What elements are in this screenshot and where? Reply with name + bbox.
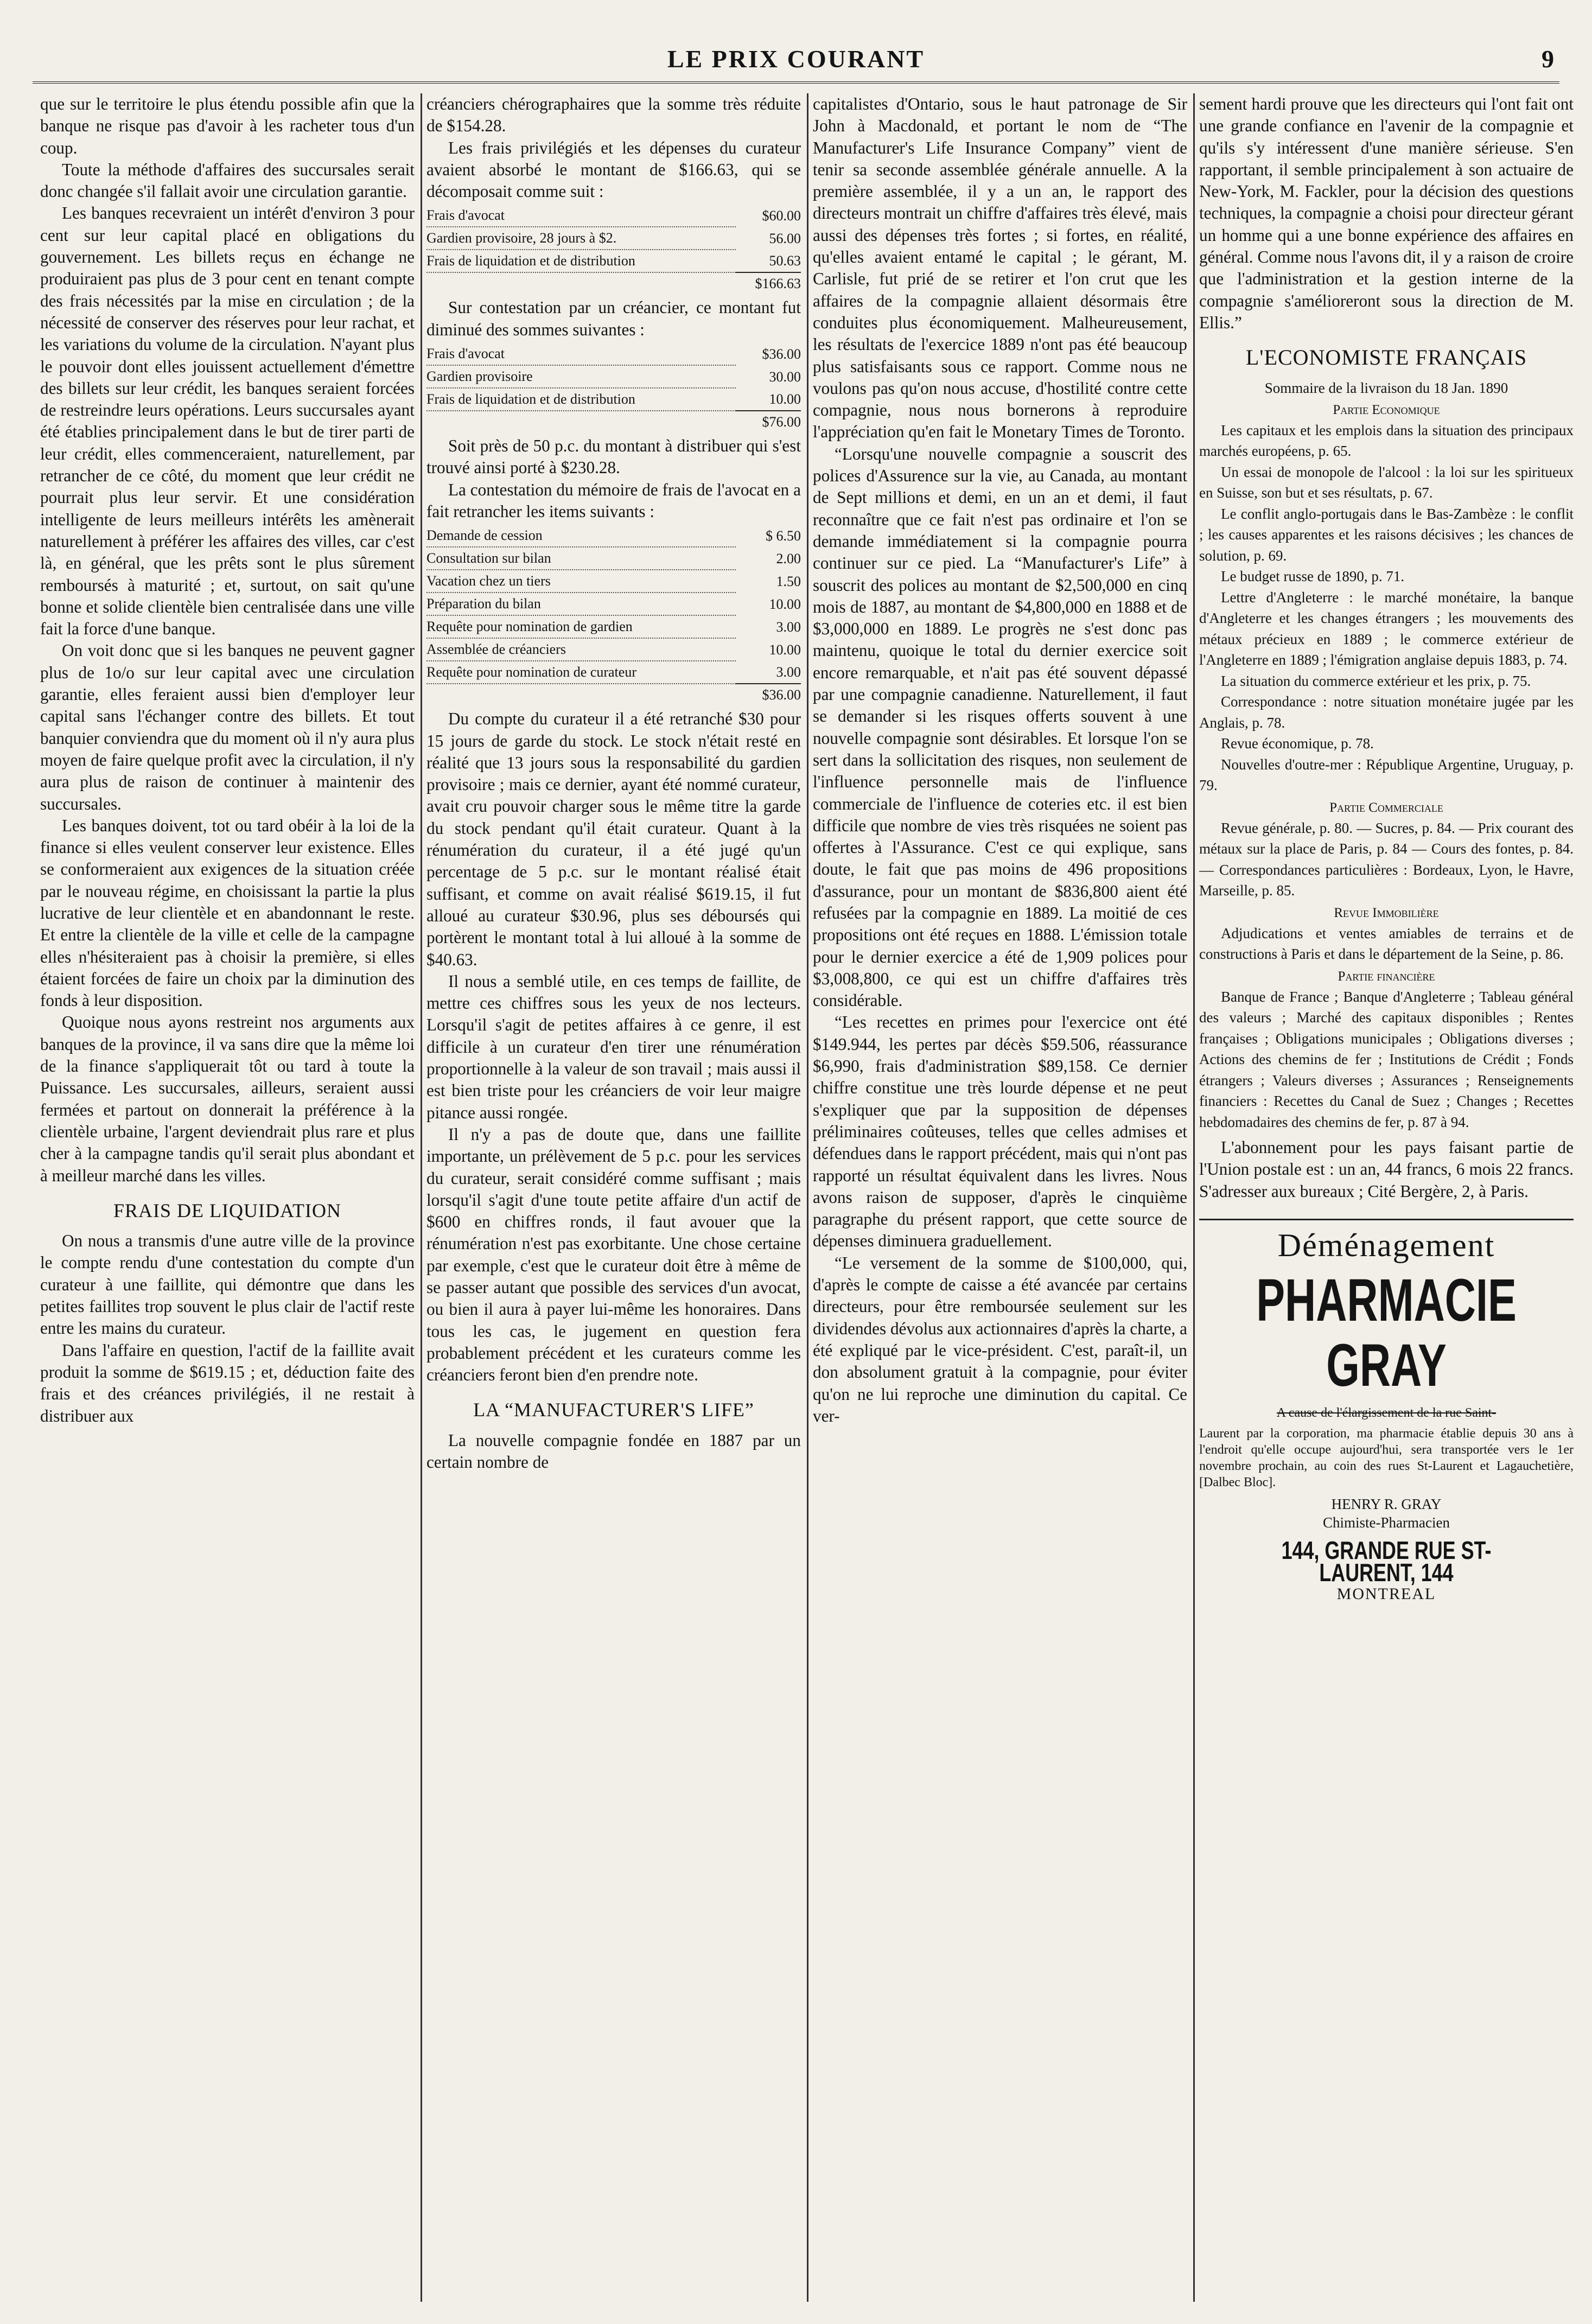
paragraph: Les banques doivent, tot ou tard obéir à la loi de la finance si elles veulent conserver leur existence. Elles se conformeraient aux exigences de la situation créée par le nouveau régime, en choisissant la partie la plus lucrative de leur clientèle et en abandonnant le reste. Et entre la clientèle de la ville et celle de la campagne elles n'hésiteraient pas à choisir la première, si elles étaient forcées de faire un choix par la diminution des fonds à leur disposition. bbox=[40, 816, 415, 1010]
section-heading: Partie Commerciale bbox=[1329, 800, 1443, 815]
paragraph: “Les recettes en primes pour l'exercice ont été $149.944, les pertes par décès $59.506, réassurance $6,990, frais d'administration $89,158. Ce dernier chiffre constitue une très lourde dépense et ne peut s'expliquer que par la supposition de dépenses préliminaires coûteuses, telles que celles admises et défendues dans le rapport précédent, mais qui n'ont pas rapporté un résultat équivalent dans les livres. Nous avons raison de supposer, d'après le cinquième paragraphe du présent rapport, que cette source de dépenses diminuera graduellement. bbox=[813, 1013, 1187, 1251]
ad-address: 144, GRANDE RUE ST-LAURENT, 144 bbox=[1281, 1536, 1492, 1587]
article-heading: LA “MANUFACTURER'S LIFE” bbox=[473, 1399, 754, 1421]
summary-item: Correspondance : notre situation monétaire jugée par les Anglais, p. 78. bbox=[1199, 693, 1574, 731]
reduction-row: Gardien provisoire 30.00 bbox=[426, 365, 801, 388]
summary-item: Le budget russe de 1890, p. 71. bbox=[1221, 568, 1405, 585]
column-4 bbox=[1199, 93, 1574, 2307]
summary-item: Nouvelles d'outre-mer : République Argentine, Uruguay, p. 79. bbox=[1199, 756, 1574, 794]
summary-item: Le conflit anglo-portugais dans le Bas-Zambèze : le conflit ; les causes apparentes et les raisons décisives ; les chances de solution, p. 69. bbox=[1199, 505, 1574, 564]
summary-item: Les capitaux et les emplois dans la situation des principaux marchés européens, p. 65. bbox=[1199, 422, 1574, 460]
item-row: Assemblée de créanciers 10.00 bbox=[426, 638, 801, 661]
paragraph: Toute la méthode d'affaires des succursales serait donc changée s'il fallait avoir une circulation garantie. bbox=[40, 160, 415, 201]
item-row: Préparation du bilan 10.00 bbox=[426, 593, 801, 615]
item-row: Demande de cession $ 6.50 bbox=[426, 525, 801, 547]
summary-list bbox=[1199, 420, 1574, 1133]
ad-signer-title: Chimiste-Pharmacien bbox=[1323, 1514, 1450, 1531]
paragraph: Les frais privilégiés et les dépenses du curateur avaient absorbé le montant de $166.63, qui se décomposait comme suit : bbox=[426, 138, 801, 201]
paragraph: Quoique nous ayons restreint nos arguments aux banques de la province, il va sans dire que la même loi de la finance s'appliquerait tôt ou tard à toute la Puissance. Les succursales, ailleurs, seraient aussi fermées et partout on donnerait la préférence à la clientèle urbaine, l'argent deviendrait plus rare et plus cher à la campagne tandis qu'il serait plus abondant et à meilleur marché dans les villes. bbox=[40, 1013, 415, 1185]
items-total-row: $36.00 bbox=[426, 684, 801, 706]
paragraph: Soit près de 50 p.c. du montant à distribuer qui s'est trouvé ainsi porté à $230.28. bbox=[426, 436, 801, 477]
paragraph: On voit donc que si les banques ne peuvent gagner plus de 1o/o sur leur capital avec une circulation garantie, elles feraient aussi bien d'employer leur capital sans l'échanger contre des billets. Et tout banquier conviendra que du moment où il n'y aura plus moyen de faire quelque profit avec la circulation, il n'y aura plus de raison de continuer à maintenir des succursales. bbox=[40, 641, 415, 813]
reduction-table bbox=[426, 343, 801, 433]
expense-row: Frais de liquidation et de distribution 50.63 bbox=[426, 250, 801, 272]
paragraph: On nous a transmis d'une autre ville de la province le compte rendu d'une contestation du compte d'un curateur à une faillite, qui démontre que dans les petites faillites trop souvent le plus clair de l'actif reste entre les mains du curateur. bbox=[40, 1231, 415, 1338]
column-2 bbox=[426, 93, 801, 2307]
ad-notice-body: Laurent par la corporation, ma pharmacie établie depuis 30 ans à l'endroit qu'elle occupe aujourd'hui, sera transportée vers le 1er novembre prochain, au coin des rues St-Laurent et Lagauchetière, [Dalbec Bloc]. bbox=[1199, 1427, 1574, 1490]
item-row: Requête pour nomination de curateur 3.00 bbox=[426, 661, 801, 684]
ad-notice-line: A cause de l'élargissement de la rue Saint- bbox=[1276, 1406, 1497, 1421]
paragraph: créanciers chérographaires que la somme très réduite de $154.28. bbox=[426, 94, 801, 136]
paragraph: capitalistes d'Ontario, sous le haut patronage de Sir John à Macdonald, et portant le nom de “The Manufacturer's Life Insurance Company” vient de tenir sa seconde assemblée générale annuelle. A la première assemblée, il y a un an, le rapport des directeurs montrait un chiffre d'affaires très élevé, mais aussi des dépenses très fortes ; si fortes, en réalité, qu'elles avaient entamé le capital ; le gérant, M. Carlisle, fut prié de se retirer et l'on crut que les affaires de la compagnie allaient désormais être conduites plus économiquement. Malheureusement, les résultats de l'exercice 1889 n'ont pas été beaucoup plus satisfaisants sous ce rapport. Comme nous ne voulons pas qu'on nous accuse, d'hostilité contre cette compagnie, nous nous bornerons à reproduire l'appréciation qu'en fait le Monetary Times de Toronto. bbox=[813, 94, 1187, 442]
ad-signer: HENRY R. GRAY bbox=[1331, 1496, 1442, 1513]
ad-business-name: PHARMACIE GRAY bbox=[1256, 1267, 1517, 1399]
article-heading: FRAIS DE LIQUIDATION bbox=[113, 1199, 341, 1221]
reduction-row: Frais de liquidation et de distribution 10.00 bbox=[426, 388, 801, 411]
paragraph: Les banques recevraient un intérêt d'environ 3 pour cent sur leur capital placé en obligations du gouvernement. Les billets reçus en échange ne produiraient pas plus de 3 pour cent en tenant compte des frais nécessités par la mise en circulation ; de la nécessité de conserver des réserves pour leur rachat, et les variations du volume de la circulation. N'ayant plus le pouvoir dont elles jouissent actuellement d'émettre des billets sur leur crédit, les banques seraient forcées de restreindre leurs opérations. Leurs succursales ayant été établies principalement dans le but de tirer parti de leur crédit, elles commenceraient, naturellement, par retrancher de ce côté, du moment que leur crédit ne pourrait plus leur servir. Et une considération intelligente de leurs meilleurs intérêts les amènerait naturellement à préférer les affaires des villes, car c'est là, en général, que les prêts sont le plus sûrement remboursés à maturité ; et, surtout, on sait qu'une bonne et solide clientèle bien centralisée dans une ville fait la force d'une banque. bbox=[40, 203, 415, 639]
paragraph: que sur le territoire le plus étendu possible afin que la banque ne risque pas d'avoir à les racheter tous d'un coup. bbox=[40, 94, 415, 157]
ad-city: MONTREAL bbox=[1336, 1584, 1436, 1603]
publication-title: LE PRIX COURANT bbox=[667, 45, 925, 73]
column-1 bbox=[40, 93, 415, 2307]
paragraph: Du compte du curateur il a été retranché $30 pour 15 jours de garde du stock. Le stock n'était resté en réalité que 13 jours sous la responsabilité du gardien provisoire ; mais ce dernier, ayant été nommé curateur, avait cru pouvoir charger sous le même titre la garde du stock pendant qu'il était curateur. Quant à la rénumération du curateur, il a été jugé qu'un percentage de 5 p.c. sur le montant réalisé était suffisant, et comme on avait réalisé $619.15, il fut alloué au curateur $30.96, plus ses déboursés qui portèrent le montant total à lui alloué à la somme de $40.63. bbox=[426, 709, 801, 969]
article-heading: L'ECONOMISTE FRANÇAIS bbox=[1245, 345, 1527, 370]
summary-item: Un essai de monopole de l'alcool : la loi sur les spiritueux en Suisse, son but et ses résultats, p. 67. bbox=[1199, 463, 1574, 501]
reduction-row: Frais d'avocat $36.00 bbox=[426, 343, 801, 365]
page-number: 9 bbox=[1542, 45, 1554, 73]
summary-heading: Sommaire de la livraison du 18 Jan. 1890 bbox=[1264, 379, 1508, 396]
column-rule bbox=[1193, 93, 1195, 2302]
paragraph: Dans l'affaire en question, l'actif de la faillite avait produit la somme de $619.15 ; et, déduction faite des frais et des créances privilégiés, il ne restait à distribuer aux bbox=[40, 1340, 415, 1425]
paragraph: sement hardi prouve que les directeurs qui l'ont fait ont une grande confiance en l'avenir de la compagnie et qu'ils s'y intéressent d'une manière sérieuse. S'en rapportant, il semble principalement à son actuaire de New-York, M. Fackler, pour la décision des questions techniques, la compagnie a choisi pour directeur gérant un homme qui a une bonne expérience des affaires en général. Comme nous l'avons dit, il y a raison de croire que l'administration et la gestion interne de la compagnie s'amélioreront sous la direction de M. Ellis.” bbox=[1199, 94, 1574, 332]
page-header bbox=[33, 38, 1559, 84]
paragraph: “Lorsqu'une nouvelle compagnie a souscrit des polices d'Assurence sur la vie, au Canada, au montant de Sept millions et demi, en un an et demi, il faut reconnaître que ce fait n'est pas ordinaire et l'on se demande immédiatement si la compagnie pourra continuer sur ce pied. La “Manufacturer's Life” à souscrit des polices au montant de $2,500,000 en cinq mois de 1887, au montant de $4,800,000 en 1888 et de $3,000,000 en 1889. Le progrès ne s'est donc pas maintenu, quoique le total du dernier exercice soit encore remarquable, et n'ait pas été souvent dépassé par une compagnie canadienne. Naturellement, il faut se demander si les risques offerts souvent à une nouvelle compagnie sont désirables. Et lorsque l'on se sert dans la sollicitation des risques, non seulement de l'influence personnelle mais de l'influence commerciale de l'influence de coteries etc. il est bien difficile que nombre de vies très risquées ne soient pas offertes à l'Assurance. C'est ce qui explique, sans doute, le fait que pas moins de 496 propositions d'assurance, pour un montant de $836,800 aient été refusées par la compagnie en 1889. La moitié de ces propositions ont été reçues en 1888. L'émission totale pour le dernier exercice a été de 1,909 polices pour $3,008,800, ce qui est un chiffre d'affaires très considérable. bbox=[813, 444, 1187, 1010]
items-table bbox=[426, 525, 801, 706]
section-heading: Partie Economique bbox=[1333, 402, 1440, 417]
paragraph: Il nous a semblé utile, en ces temps de faillite, de mettre ces chiffres sous les yeux de nos lecteurs. Lorsqu'il s'agit de petites affaires à ce genre, il est difficile à un curateur d'en tirer une rénumération proportionnelle à la valeur de son travail ; mais aussi il est bien triste pour les créanciers de voir leur maigre pitance aussi rongée. bbox=[426, 971, 801, 1122]
summary-item: Revue économique, p. 78. bbox=[1221, 735, 1374, 752]
summary-item: La situation du commerce extérieur et les prix, p. 75. bbox=[1221, 672, 1531, 689]
expense-total-row: $166.63 bbox=[426, 272, 801, 295]
expense-table bbox=[426, 205, 801, 295]
summary-item: Lettre d'Angleterre : le marché monétaire, la banque d'Angleterre et les changes étrangers ; les mouvements des métaux précieux en 1889 ; le commerce extérieur de l'Angleterre en 1889 ; l'émigration anglaise depuis 1883, p. 74. bbox=[1199, 589, 1574, 668]
item-row: Requête pour nomination de gardien 3.00 bbox=[426, 615, 801, 638]
pharmacy-advertisement bbox=[1199, 1219, 1574, 1605]
section-heading: Partie financière bbox=[1338, 969, 1435, 984]
expense-row: Gardien provisoire, 28 jours à $2. 56.00 bbox=[426, 227, 801, 250]
paragraph: Il n'y a pas de doute que, dans une faillite importante, un prélèvement de 5 p.c. pour les services du curateur, serait considéré comme suffisant ; mais lorsqu'il s'agit d'une toute petite affaire d'un actif de $600 en chiffres ronds, il faut avouer que la rénumération n'est pas exorbitante. Une chose certaine par exemple, c'est que le curateur doit être à même de se passer autant que possible des services d'un avocat, ou bien il aura à payer lui-même les honoraires. Dans tous les cas, le jugement en question fera probablement précédent et les curateurs comme les créanciers feront bien d'en prendre note. bbox=[426, 1124, 801, 1385]
subscription-note: L'abonnement pour les pays faisant partie de l'Union postale est : un an, 44 francs, 6 mois 22 francs. S'adresser aux bureaux ; Cité Bergère, 2, à Paris. bbox=[1199, 1138, 1574, 1201]
paragraph: “Le versement de la somme de $100,000, qui, d'après le compte de caisse a été avancée par certains directeurs, pour être remboursée seulement sur les dividendes dévolus aux actionnaires d'après la charte, a été expliqué par le vice-président. C'est, paraît-il, un don absolument gratuit à la compagnie, pour éviter qu'on ne lui reproche une diminution du capital. Ce ver- bbox=[813, 1253, 1187, 1425]
summary-item: Banque de France ; Banque d'Angleterre ; Tableau général des valeurs ; Marché des capitaux disponibles ; Rentes françaises ; Obligations municipales ; Obligations diverses ; Actions des chemins de fer ; Institutions de Crédit ; Fonds étrangers ; Valeurs diverses ; Assurances ; Renseignements financiers : Recettes du Canal de Suez ; Changes ; Recettes hebdomadaires des chemins de fer, p. 87 à 94. bbox=[1199, 988, 1574, 1130]
section-heading: Revue Immobilière bbox=[1334, 905, 1439, 920]
expense-row: Frais d'avocat $60.00 bbox=[426, 205, 801, 227]
paragraph: La nouvelle compagnie fondée en 1887 par un certain nombre de bbox=[426, 1430, 801, 1472]
column-rule bbox=[807, 93, 808, 2302]
reduction-total-row: $76.00 bbox=[426, 411, 801, 433]
paragraph: La contestation du mémoire de frais de l'avocat en a fait retrancher les items suivants : bbox=[426, 480, 801, 521]
column-3 bbox=[813, 93, 1187, 2307]
summary-item: Adjudications et ventes amiables de terrains et de constructions à Paris et dans le département de la Seine, p. 86. bbox=[1199, 925, 1574, 963]
item-row: Vacation chez un tiers 1.50 bbox=[426, 570, 801, 593]
summary-item: Revue générale, p. 80. — Sucres, p. 84. — Prix courant des métaux sur la place de Paris, p. 84 — Cours des fontes, p. 84. — Correspondances particulières : Bordeaux, Lyon, le Havre, Marseille, p. 85. bbox=[1199, 819, 1574, 899]
item-row: Consultation sur bilan 2.00 bbox=[426, 547, 801, 570]
paragraph: Sur contestation par un créancier, ce montant fut diminué des sommes suivantes : bbox=[426, 298, 801, 339]
column-rule bbox=[421, 93, 422, 2302]
ad-title: Déménagement bbox=[1277, 1227, 1495, 1263]
